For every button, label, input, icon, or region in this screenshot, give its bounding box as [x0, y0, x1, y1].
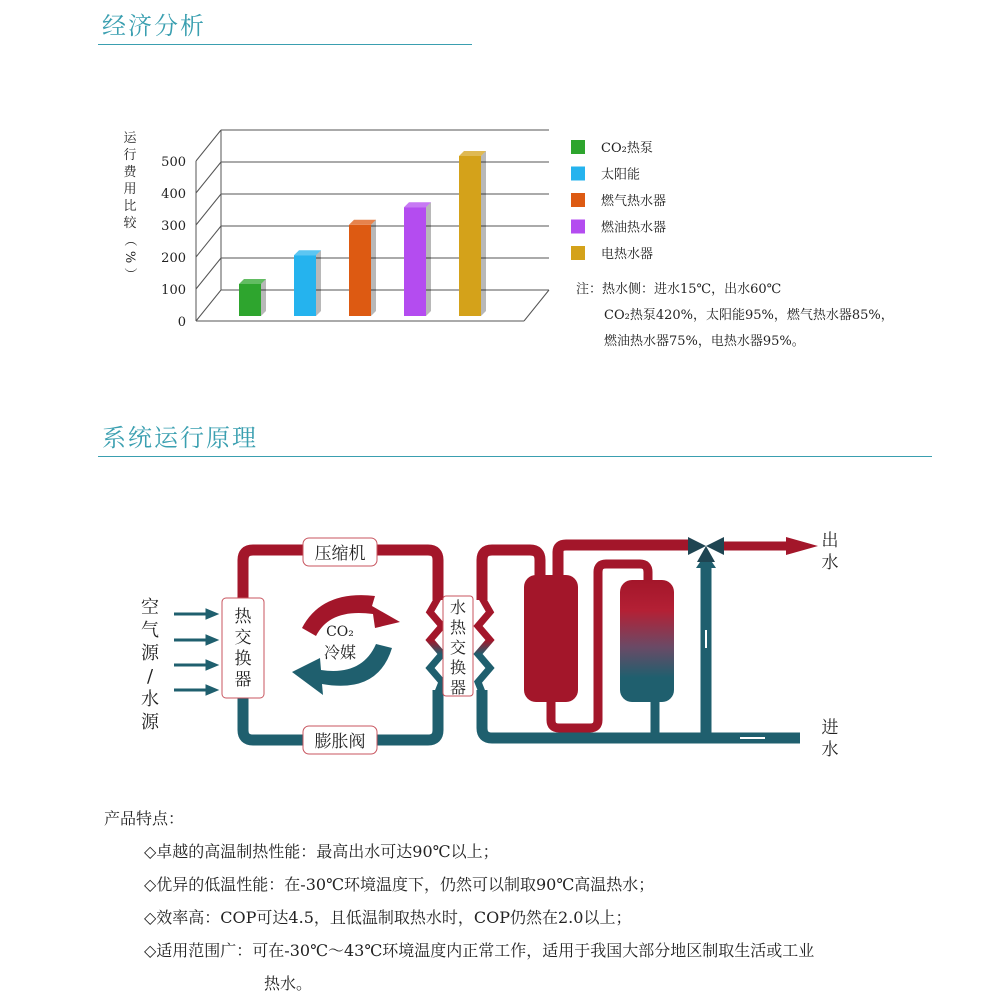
air-water-source-label	[141, 597, 160, 733]
y-axis-label-char: 比	[123, 199, 137, 214]
water-in-char: 水	[821, 740, 839, 760]
y-axis-label-char: 行	[123, 148, 137, 163]
legend-label: 燃油热水器	[601, 220, 667, 236]
y-tick-label: 500	[161, 155, 186, 170]
note-line-3: 燃油热水器75%，电热水器95%。	[604, 334, 805, 349]
refrigerant-co2: CO₂	[326, 624, 354, 640]
y-tick-label: 300	[161, 219, 186, 234]
heat-exchanger-char: 交	[234, 628, 252, 648]
product-features	[104, 802, 964, 1000]
feature-item: ◇适用范围广：可在-30℃～43℃环境温度内正常工作，适用于我国大部分地区制取生活或工业	[144, 941, 815, 960]
zigzag-left	[430, 598, 442, 692]
y-tick-label: 0	[177, 315, 186, 330]
water-hx-char: 器	[449, 678, 467, 697]
heat-exchanger-char: 换	[234, 649, 252, 669]
tank-hot	[524, 575, 578, 702]
y-axis-label-char: （	[122, 233, 137, 247]
water-out-arrow	[786, 537, 818, 555]
feature-item: ◇效率高：COP可达4.5，且低温制取热水时，COP仍然在2.0以上；	[144, 908, 632, 927]
y-axis-label-char: 运	[123, 131, 137, 146]
heat-exchanger-char: 热	[234, 607, 252, 627]
water-hx-char: 交	[449, 638, 467, 657]
water-hx-char: 热	[449, 618, 467, 637]
y-axis-label-char: 用	[123, 182, 137, 197]
water-out-char: 出	[821, 531, 839, 551]
source-char: 气	[141, 620, 159, 641]
feature-item: ◇卓越的高温制热性能：最高出水可达90℃以上；	[144, 842, 499, 861]
source-char: 水	[141, 689, 159, 710]
heat-exchanger-char: 器	[234, 670, 252, 690]
compressor-label: 压缩机	[314, 544, 366, 564]
section-title-principle: 系统运行原理	[102, 424, 258, 452]
section-title-economic: 经济分析	[102, 12, 206, 40]
y-tick-label: 100	[161, 283, 186, 298]
source-char: /	[146, 666, 154, 687]
legend-label: 太阳能	[601, 167, 641, 183]
water-out-char: 水	[821, 553, 839, 573]
legend-label: CO₂热泵	[601, 141, 653, 156]
water-in-char: 进	[821, 718, 839, 738]
note-line-2: CO₂热泵420%，太阳能95%，燃气热水器85%，	[604, 308, 894, 323]
note-line-1: 注：热水侧：进水15℃，出水60℃	[576, 282, 782, 297]
water-hx-char: 换	[449, 658, 467, 677]
y-tick-label: 200	[161, 251, 186, 266]
y-axis-label-char: 较	[123, 216, 137, 231]
feature-item: ◇优异的低温性能：在-30℃环境温度下，仍然可以制取90℃高温热水；	[144, 875, 655, 894]
features-title: 产品特点：	[104, 809, 185, 828]
source-char: 空	[141, 597, 159, 618]
air-source-arrows	[174, 609, 218, 695]
refrigerant-label: 冷媒	[323, 643, 357, 662]
legend-label: 电热水器	[601, 247, 654, 262]
zigzag-right	[478, 598, 490, 692]
heat-exchanger-label	[235, 607, 253, 690]
water-heat-exchanger-label	[450, 598, 467, 697]
y-axis-label-char: %	[122, 250, 137, 264]
tank-mixed	[620, 580, 674, 702]
water-in-label	[822, 718, 839, 760]
legend-label: 燃气热水器	[601, 194, 667, 209]
feature-item-continued: 热水。	[264, 974, 313, 993]
y-axis-label-char: ）	[122, 267, 137, 281]
y-tick-label: 400	[161, 187, 186, 202]
water-hx-char: 水	[449, 598, 467, 617]
water-out-label	[822, 531, 839, 573]
source-char: 源	[141, 712, 159, 733]
y-axis-label-char: 费	[123, 165, 137, 180]
expansion-valve-label: 膨胀阀	[314, 732, 366, 752]
source-char: 源	[141, 643, 159, 664]
